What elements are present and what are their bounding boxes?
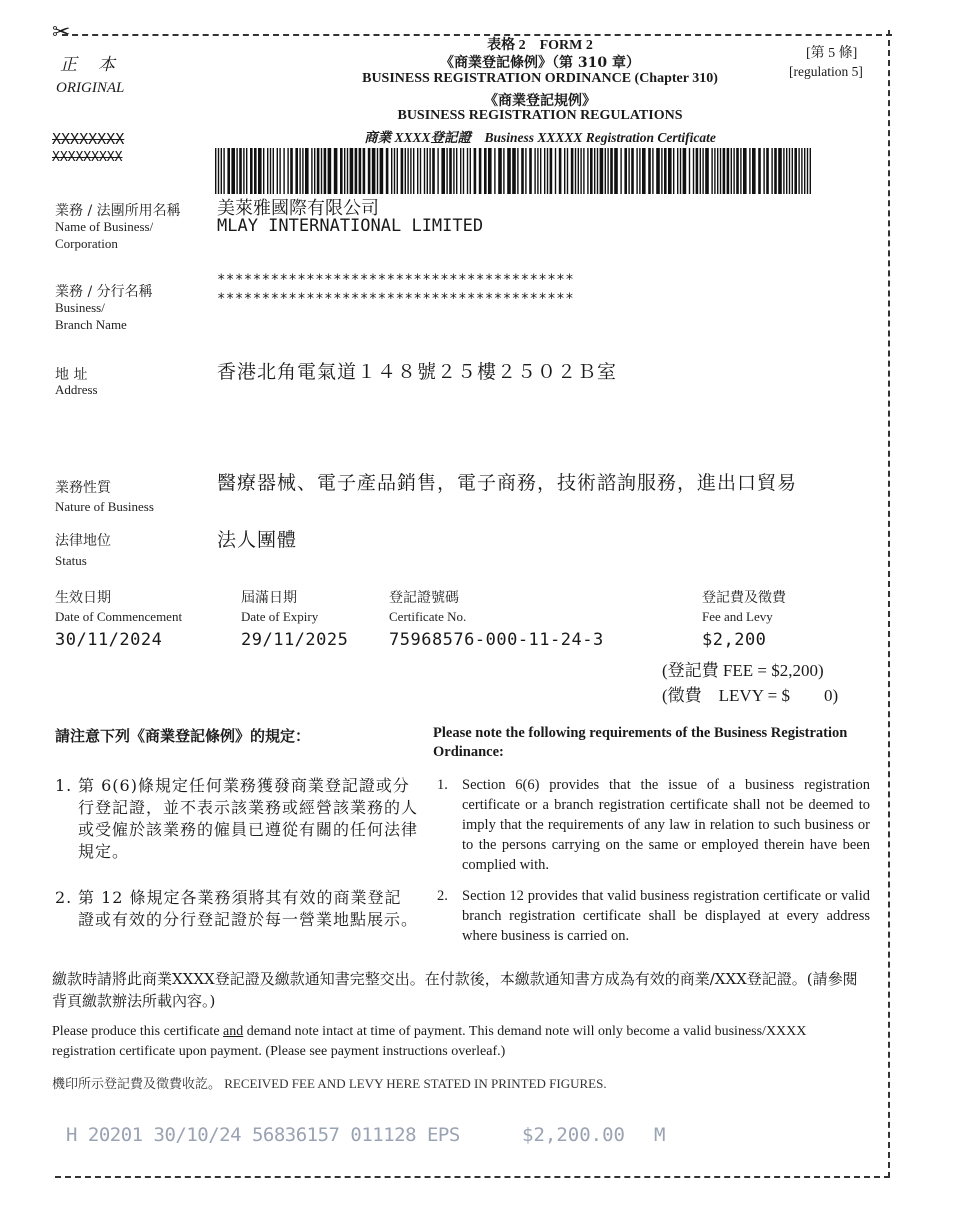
barcode-bar bbox=[467, 148, 468, 194]
barcode-bar bbox=[714, 148, 715, 194]
barcode-bar bbox=[758, 148, 761, 194]
barcode-bar bbox=[250, 148, 253, 194]
address-label-zh: 地 址 bbox=[55, 367, 88, 383]
barcode-bar bbox=[441, 148, 445, 194]
barcode-bar bbox=[377, 148, 378, 194]
barcode-bar bbox=[668, 148, 672, 194]
nature-value: 醫療器械、電子產品銷售，電子商務，技術諮詢服務，進出口貿易 bbox=[217, 472, 798, 494]
expiry-label-zh: 屆滿日期 bbox=[241, 590, 297, 606]
note-2-zh: 第 12 條規定各業務須將其有效的商業登記證或有效的分行登記證於每一營業地點展示。 bbox=[78, 888, 419, 929]
barcode-bar bbox=[231, 148, 235, 194]
note-2-number-en: 2. bbox=[437, 888, 448, 904]
barcode-bar bbox=[302, 148, 303, 194]
commence-label-zh: 生效日期 bbox=[55, 590, 111, 606]
barcode-bar bbox=[401, 148, 404, 194]
barcode-bar bbox=[243, 148, 244, 194]
barcode-bar bbox=[702, 148, 703, 194]
barcode-bar bbox=[227, 148, 230, 194]
barcode-bar bbox=[368, 148, 371, 194]
original-en: ORIGINAL bbox=[56, 80, 125, 96]
commence-value: 30/11/2024 bbox=[55, 630, 163, 650]
barcode-bar bbox=[503, 148, 504, 194]
barcode-bar bbox=[474, 148, 477, 194]
barcode-bar bbox=[740, 148, 741, 194]
barcode-bar bbox=[711, 148, 712, 194]
barcode-bar bbox=[631, 148, 634, 194]
barcode-bar bbox=[324, 148, 327, 194]
barcode-bar bbox=[597, 148, 598, 194]
barcode-bar bbox=[498, 148, 502, 194]
branch-label-zh: 業務 / 分行名稱 bbox=[55, 284, 153, 300]
payment-en-post: demand note intact at time of payment. This demand note will only become a valid business/XXXX registration certificate upon payment. (Please see payment instructions overleaf.) bbox=[52, 1024, 807, 1059]
barcode-bar bbox=[555, 148, 556, 194]
barcode-bar bbox=[221, 148, 222, 194]
barcode-bar bbox=[363, 148, 366, 194]
address-label-en: Address bbox=[55, 382, 98, 397]
payment-stamp-mark: M bbox=[654, 1124, 666, 1146]
section-en: [regulation 5] bbox=[789, 64, 863, 79]
barcode-bar bbox=[749, 148, 750, 194]
barcode-bar bbox=[328, 148, 332, 194]
fee-label-en: Fee and Levy bbox=[702, 609, 773, 624]
status-label-en: Status bbox=[55, 553, 87, 568]
barcode-bar bbox=[391, 148, 392, 194]
certificate-no-label-zh: 登記證號碼 bbox=[389, 590, 459, 606]
branch-label-en-1: Business/ bbox=[55, 300, 105, 315]
barcode-bar bbox=[254, 148, 257, 194]
barcode-bar bbox=[223, 148, 224, 194]
branch-label-en-2: Branch Name bbox=[55, 317, 127, 332]
barcode-bar bbox=[677, 148, 678, 194]
barcode-bar bbox=[807, 148, 808, 194]
barcode-bar bbox=[413, 148, 414, 194]
barcode-bar bbox=[380, 148, 384, 194]
certificate-no-value: 75968576-000-11-24-3 bbox=[389, 630, 604, 650]
barcode-bar bbox=[397, 148, 398, 194]
barcode-bar bbox=[295, 148, 298, 194]
barcode-bar bbox=[642, 148, 646, 194]
barcode-bar bbox=[559, 148, 562, 194]
barcode-bar bbox=[727, 148, 730, 194]
barcode-bar bbox=[239, 148, 242, 194]
payment-stamp-code: H 20201 30/10/24 56836157 011128 EPS bbox=[66, 1124, 460, 1146]
barcode-bar bbox=[488, 148, 492, 194]
note-2-number-zh: 2. bbox=[55, 888, 73, 907]
branch-name-line-1: **************************************** bbox=[217, 272, 575, 288]
barcode-bar bbox=[610, 148, 613, 194]
section-zh: [第 5 條] bbox=[806, 46, 858, 61]
barcode-bar bbox=[590, 148, 593, 194]
barcode-bar bbox=[270, 148, 271, 194]
barcode-bar bbox=[689, 148, 690, 194]
barcode-bar bbox=[620, 148, 621, 194]
barcode-bar bbox=[607, 148, 608, 194]
barcode-bar bbox=[636, 148, 637, 194]
certificate-title: 商業 XXXX登記證 Business XXXXX Registration Certificate bbox=[364, 130, 716, 145]
business-name-en: MLAY INTERNATIONAL LIMITED bbox=[217, 216, 484, 236]
barcode-bar bbox=[236, 148, 237, 194]
barcode-bar bbox=[801, 148, 802, 194]
expiry-value: 29/11/2025 bbox=[241, 630, 349, 650]
barcode-bar bbox=[424, 148, 425, 194]
barcode-bar bbox=[544, 148, 545, 194]
barcode-bar bbox=[218, 148, 219, 194]
note-1-number-en: 1. bbox=[437, 777, 448, 793]
barcode-bar bbox=[432, 148, 435, 194]
barcode-bar bbox=[696, 148, 699, 194]
barcode-bar bbox=[614, 148, 618, 194]
barcode-bar bbox=[456, 148, 457, 194]
barcode-bar bbox=[534, 148, 535, 194]
barcode-bar bbox=[359, 148, 362, 194]
barcode-bar bbox=[783, 148, 784, 194]
notes-heading-en: Please note the following requirements of the Business Registration Ordinance: bbox=[433, 725, 848, 760]
barcode-bar bbox=[263, 148, 264, 194]
barcode-bar bbox=[246, 148, 247, 194]
barcode-bar bbox=[733, 148, 734, 194]
barcode-bar bbox=[407, 148, 408, 194]
barcode-bar bbox=[673, 148, 674, 194]
barcode-bar bbox=[717, 148, 718, 194]
barcode-bar bbox=[512, 148, 516, 194]
barcode-bar bbox=[794, 148, 797, 194]
status-value: 法人團體 bbox=[217, 529, 298, 551]
barcode-bar bbox=[550, 148, 553, 194]
barcode-bar bbox=[605, 148, 606, 194]
form-number: 表格 2 FORM 2 bbox=[487, 38, 593, 53]
barcode-bar bbox=[484, 148, 487, 194]
barcode-bar bbox=[521, 148, 524, 194]
note-1-en: Section 6(6) provides that the issue of a business registration certificate or a branch registration certificate shall not be deemed to imply that the requirements of any law in relation to such business or to the persons carrying on the same or employed therein have been complied with. bbox=[462, 777, 870, 873]
barcode-bar bbox=[547, 148, 548, 194]
payment-en-and: and bbox=[223, 1024, 244, 1039]
barcode-bar bbox=[258, 148, 262, 194]
barcode-bar bbox=[639, 148, 640, 194]
barcode-bar bbox=[507, 148, 511, 194]
barcode-bar bbox=[279, 148, 280, 194]
ordinance-en: BUSINESS REGISTRATION ORDINANCE (Chapter 310) bbox=[362, 71, 718, 86]
barcode-bar bbox=[470, 148, 471, 194]
barcode-bar bbox=[583, 148, 584, 194]
barcode-bar bbox=[798, 148, 799, 194]
cut-line-bottom bbox=[55, 1176, 890, 1178]
levy-breakdown: (徵費 LEVY = $ 0) bbox=[662, 686, 839, 705]
barcode-bar bbox=[405, 148, 406, 194]
barcode-bar bbox=[340, 148, 343, 194]
note-1-zh: 第 6(6)條規定任何業務獲發商業登記證或分行登記證，並不表示該業務或經營該業務的人或受僱於該業務的僱員已遵從有關的任何法律規定。 bbox=[78, 776, 419, 861]
barcode-bar bbox=[305, 148, 309, 194]
barcode-bar bbox=[314, 148, 315, 194]
barcode-bar bbox=[437, 148, 438, 194]
barcode-bar bbox=[810, 148, 811, 194]
barcode-bar bbox=[453, 148, 454, 194]
barcode-bar bbox=[350, 148, 354, 194]
fee-label-zh: 登記費及徵費 bbox=[702, 590, 786, 606]
barcode-bar bbox=[446, 148, 447, 194]
original-zh: 正 本 bbox=[60, 55, 117, 75]
barcode-bar bbox=[628, 148, 629, 194]
barcode-bar bbox=[460, 148, 461, 194]
barcode-bar bbox=[287, 148, 288, 194]
payment-instructions-zh: 繳款時請將此商業XXXX登記證及繳款通知書完整交出。在付款後，本繳款通知書方成為有效的商業/XXX登記證。(請參閱背頁繳款辦法所載內容。) bbox=[52, 970, 858, 1010]
barcode bbox=[215, 148, 815, 194]
barcode-bar bbox=[600, 148, 604, 194]
fee-value: $2,200 bbox=[702, 630, 767, 650]
certificate-no-label-en: Certificate No. bbox=[389, 609, 467, 624]
barcode-bar bbox=[386, 148, 389, 194]
barcode-bar bbox=[648, 148, 651, 194]
received-statement: 機印所示登記費及徵費收訖。 RECEIVED FEE AND LEVY HERE STATED IN PRINTED FIGURES. bbox=[52, 1076, 607, 1091]
ordinance-zh: 《商業登記條例》（第 310 章） bbox=[440, 55, 640, 71]
barcode-bar bbox=[763, 148, 764, 194]
barcode-bar bbox=[693, 148, 694, 194]
barcode-bar bbox=[529, 148, 532, 194]
redacted-code-1: XXXXXXXX bbox=[52, 130, 125, 148]
barcode-bar bbox=[463, 148, 464, 194]
scissors-icon: ✂ bbox=[52, 20, 71, 45]
barcode-bar bbox=[594, 148, 595, 194]
barcode-bar bbox=[321, 148, 322, 194]
barcode-bar bbox=[661, 148, 662, 194]
commence-label-en: Date of Commencement bbox=[55, 609, 183, 624]
barcode-bar bbox=[525, 148, 526, 194]
redacted-code-2: XXXXXXXXX bbox=[52, 150, 123, 165]
barcode-bar bbox=[537, 148, 538, 194]
barcode-bar bbox=[564, 148, 565, 194]
expiry-label-en: Date of Expiry bbox=[241, 609, 319, 624]
barcode-bar bbox=[789, 148, 790, 194]
payment-en-pre: Please produce this certificate bbox=[52, 1024, 224, 1039]
barcode-bar bbox=[680, 148, 681, 194]
barcode-bar bbox=[355, 148, 358, 194]
barcode-bar bbox=[417, 148, 418, 194]
name-label-zh: 業務 / 法團所用名稱 bbox=[55, 203, 181, 219]
barcode-bar bbox=[344, 148, 345, 194]
barcode-bar bbox=[311, 148, 312, 194]
barcode-bar bbox=[427, 148, 428, 194]
notes-heading-zh: 請注意下列《商業登記條例》的規定： bbox=[55, 727, 311, 745]
barcode-bar bbox=[410, 148, 411, 194]
barcode-bar bbox=[580, 148, 581, 194]
barcode-bar bbox=[664, 148, 667, 194]
note-2-en: Section 12 provides that valid business registration certificate or valid branch registration certificate shall be displayed at every address where business is carried on. bbox=[462, 888, 870, 944]
barcode-bar bbox=[786, 148, 787, 194]
barcode-bar bbox=[347, 148, 348, 194]
barcode-bar bbox=[723, 148, 726, 194]
barcode-bar bbox=[215, 148, 216, 194]
name-label-en-2: Corporation bbox=[55, 236, 118, 251]
barcode-bar bbox=[540, 148, 541, 194]
barcode-bar bbox=[283, 148, 284, 194]
barcode-bar bbox=[420, 148, 421, 194]
barcode-bar bbox=[372, 148, 376, 194]
barcode-bar bbox=[517, 148, 518, 194]
note-1-number-zh: 1. bbox=[55, 776, 73, 795]
barcode-bar bbox=[267, 148, 268, 194]
barcode-bar bbox=[652, 148, 653, 194]
barcode-bar bbox=[394, 148, 395, 194]
barcode-bar bbox=[575, 148, 576, 194]
barcode-bar bbox=[273, 148, 274, 194]
status-label-zh: 法律地位 bbox=[55, 533, 111, 549]
barcode-bar bbox=[752, 148, 756, 194]
payment-instructions-en bbox=[52, 1022, 872, 1062]
barcode-bar bbox=[429, 148, 430, 194]
barcode-bar bbox=[290, 148, 293, 194]
barcode-bar bbox=[792, 148, 793, 194]
barcode-bar bbox=[683, 148, 687, 194]
barcode-bar bbox=[334, 148, 338, 194]
barcode-bar bbox=[277, 148, 278, 194]
branch-name-line-2: **************************************** bbox=[217, 291, 575, 307]
barcode-bar bbox=[774, 148, 777, 194]
barcode-bar bbox=[743, 148, 747, 194]
barcode-bar bbox=[766, 148, 769, 194]
barcode-bar bbox=[299, 148, 300, 194]
nature-label-zh: 業務性質 bbox=[55, 480, 111, 496]
barcode-bar bbox=[587, 148, 588, 194]
fee-breakdown: (登記費 FEE = $2,200) bbox=[662, 661, 824, 680]
nature-label-en: Nature of Business bbox=[55, 499, 154, 514]
barcode-bar bbox=[804, 148, 805, 194]
address-value: 香港北角電氣道１４８號２５樓２５０２Ｂ室 bbox=[217, 361, 618, 383]
barcode-bar bbox=[567, 148, 568, 194]
barcode-bar bbox=[317, 148, 320, 194]
barcode-bar bbox=[449, 148, 452, 194]
barcode-bar bbox=[479, 148, 482, 194]
business-name-zh: 美萊雅國際有限公司 bbox=[217, 198, 379, 219]
name-label-en-1: Name of Business/ bbox=[55, 219, 154, 234]
barcode-bar bbox=[705, 148, 709, 194]
barcode-bar bbox=[494, 148, 495, 194]
barcode-bar bbox=[578, 148, 579, 194]
regulations-en: BUSINESS REGISTRATION REGULATIONS bbox=[397, 108, 683, 123]
barcode-bar bbox=[656, 148, 660, 194]
payment-stamp-amount: $2,200.00 bbox=[522, 1124, 625, 1146]
barcode-bar bbox=[731, 148, 732, 194]
barcode-bar bbox=[778, 148, 782, 194]
barcode-bar bbox=[700, 148, 701, 194]
barcode-bar bbox=[736, 148, 739, 194]
regulations-zh: 《商業登記規例》 bbox=[484, 93, 596, 109]
barcode-bar bbox=[720, 148, 721, 194]
barcode-bar bbox=[571, 148, 574, 194]
cut-line-right bbox=[888, 30, 890, 1178]
barcode-bar bbox=[771, 148, 772, 194]
barcode-bar bbox=[624, 148, 627, 194]
